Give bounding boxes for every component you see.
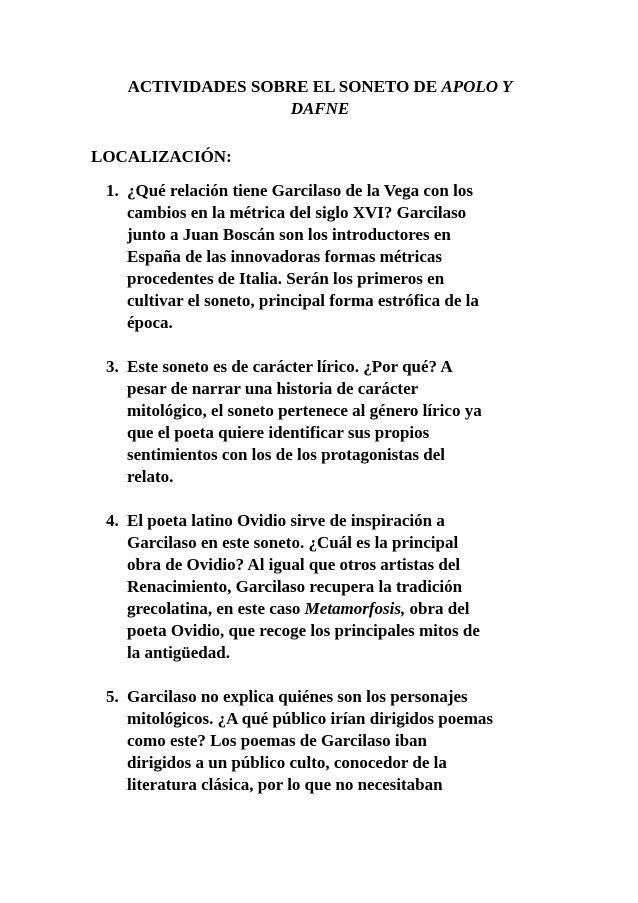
question-text-line: Este soneto es de carácter lírico. ¿Por qué? A (127, 357, 453, 376)
question-text-line: poeta Ovidio, que recoge los principales mitos de (127, 621, 480, 640)
question-text-line: mitológico, el soneto pertenece al género lírico ya (127, 401, 482, 420)
question-text-line: dirigidos a un público culto, conocedor de la (127, 753, 447, 772)
question-text-line: obra de Ovidio? Al igual que otros artistas del (127, 555, 461, 574)
question-text-line: Renacimiento, Garcilaso recupera la tradición (127, 577, 463, 596)
question-text-line: pesar de narrar una historia de carácter (127, 379, 419, 398)
question-list (106, 180, 546, 818)
question-text-segment: grecolatina, en este caso (127, 599, 301, 618)
question-4 (106, 510, 546, 664)
section-heading-localizacion: LOCALIZACIÓN: (91, 147, 232, 166)
question-3 (106, 356, 546, 488)
question-text-segment: obra del (405, 599, 470, 618)
question-text-line: sentimientos con los de los protagonistas del (127, 445, 445, 464)
question-5 (106, 686, 546, 796)
question-text-line: Garcilaso no explica quiénes son los personajes (127, 687, 468, 706)
question-text-line: Garcilaso en este soneto. ¿Cuál es la principal (127, 533, 459, 552)
question-text-line: literatura clásica, por lo que no necesitaban (127, 775, 443, 794)
title-prefix: ACTIVIDADES SOBRE EL SONETO DE (127, 77, 438, 96)
question-text-line: como este? Los poemas de Garcilaso iban (127, 731, 428, 750)
question-text-line: época. (127, 313, 173, 332)
question-text-line: mitológicos. ¿A qué público irían dirigidos poemas (127, 709, 494, 728)
document-title (90, 76, 550, 120)
question-number: 4. (106, 511, 119, 530)
question-number: 3. (106, 357, 119, 376)
question-text-line: la antigüedad. (127, 643, 230, 662)
question-text-line: junto a Juan Boscán son los introductores en (127, 225, 451, 244)
question-text-line: cultivar el soneto, principal forma estrófica de la (127, 291, 479, 310)
question-number: 1. (106, 181, 119, 200)
question-text-line: procedentes de Italia. Serán los primeros en (127, 269, 445, 288)
title-italic-part-2: DAFNE (290, 99, 350, 118)
title-italic-part-1: APOLO Y (441, 77, 513, 96)
question-number: 5. (106, 687, 119, 706)
question-text-line: El poeta latino Ovidio sirve de inspiración a (127, 511, 445, 530)
question-text-line: cambios en la métrica del siglo XVI? Garcilaso (127, 203, 467, 222)
question-text-line-mixed (127, 598, 546, 620)
question-text-line: que el poeta quiere identificar sus propios (127, 423, 430, 442)
work-title-metamorfosis: Metamorfosis, (304, 599, 406, 618)
question-text-line: España de las innovadoras formas métricas (127, 247, 442, 266)
question-text-line: relato. (127, 467, 174, 486)
question-1 (106, 180, 546, 334)
question-text-line: ¿Qué relación tiene Garcilaso de la Vega con los (127, 181, 473, 200)
